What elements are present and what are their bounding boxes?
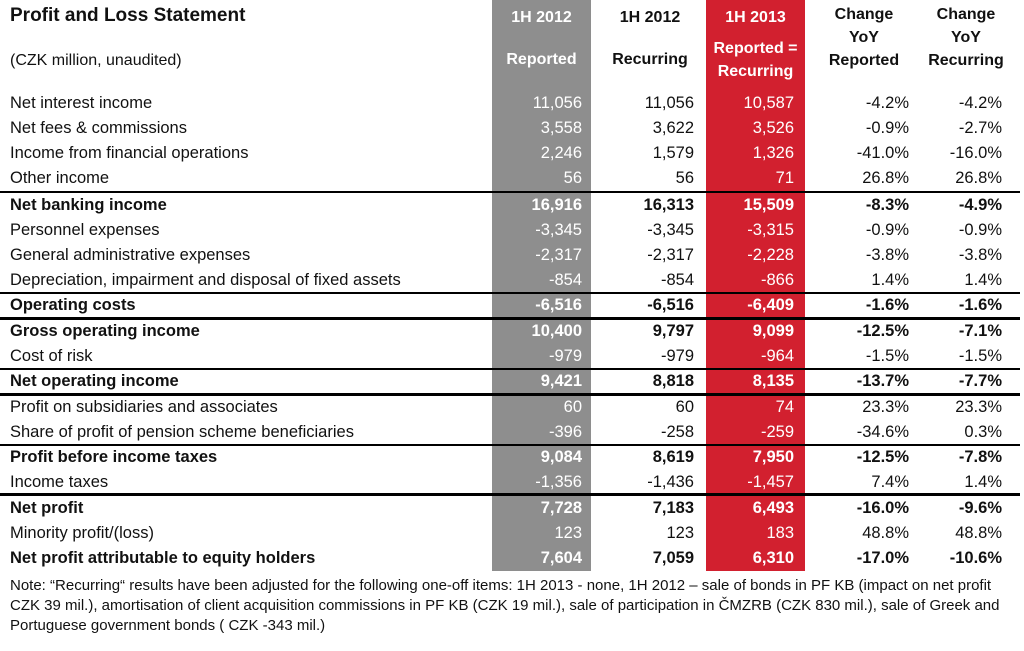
table-row-other-income xyxy=(0,166,1024,191)
value-1h2013: 10,587 xyxy=(743,94,794,112)
value-1h2013: 8,135 xyxy=(752,372,794,390)
value-1h2012-recurring: 123 xyxy=(666,524,694,542)
value-change-recurring: 48.8% xyxy=(955,524,1002,542)
table-row-cost-of-risk xyxy=(0,344,1024,369)
value-1h2012-recurring: 1,579 xyxy=(652,144,694,162)
value-1h2012-reported: -396 xyxy=(548,423,582,441)
value-change-recurring: -4.2% xyxy=(958,94,1002,112)
value-change-recurring: -7.7% xyxy=(958,372,1002,390)
table-row-net-banking-income xyxy=(0,193,1024,218)
value-1h2013: -1,457 xyxy=(747,473,794,491)
table-row-financial-operations xyxy=(0,141,1024,166)
value-change-recurring: 0.3% xyxy=(964,423,1002,441)
value-change-recurring: -2.7% xyxy=(958,119,1002,137)
value-1h2013: 9,099 xyxy=(752,322,794,340)
row-label: Net banking income xyxy=(10,196,167,214)
value-1h2012-recurring: 9,797 xyxy=(652,322,694,340)
value-1h2013: -3,315 xyxy=(747,221,794,239)
table-row-pension-scheme xyxy=(0,420,1024,445)
value-1h2012-reported: -979 xyxy=(548,347,582,365)
value-1h2012-recurring: 60 xyxy=(675,398,694,416)
value-1h2012-recurring: 3,622 xyxy=(652,119,694,137)
value-1h2013: -259 xyxy=(760,423,794,441)
col1-header-line1: 1H 2012 xyxy=(619,9,681,26)
row-label: Operating costs xyxy=(10,296,136,314)
row-label: Cost of risk xyxy=(10,347,93,365)
value-change-reported: -41.0% xyxy=(856,144,909,162)
row-label: Net operating income xyxy=(10,372,179,390)
value-1h2012-recurring: 8,818 xyxy=(652,372,694,390)
value-1h2012-reported: 7,604 xyxy=(540,549,582,567)
value-1h2013: 3,526 xyxy=(752,119,794,137)
col3-header-line2: YoY xyxy=(849,29,879,46)
value-change-reported: -3.8% xyxy=(865,246,909,264)
value-change-recurring: -16.0% xyxy=(949,144,1002,162)
value-change-reported: 1.4% xyxy=(871,271,909,289)
page-subtitle: (CZK million, unaudited) xyxy=(10,52,182,69)
value-change-reported: -12.5% xyxy=(856,322,909,340)
table-row-operating-costs xyxy=(0,293,1024,318)
table-row-personnel-expenses xyxy=(0,218,1024,243)
value-1h2013: 15,509 xyxy=(743,196,794,214)
col3-header-line3: Reported xyxy=(828,52,900,69)
value-change-recurring: -3.8% xyxy=(958,246,1002,264)
value-change-reported: -16.0% xyxy=(856,499,909,517)
row-label: Share of profit of pension scheme beneficiaries xyxy=(10,423,354,441)
value-1h2012-recurring: 8,619 xyxy=(652,448,694,466)
row-label: Minority profit/(loss) xyxy=(10,524,154,542)
value-change-recurring: 1.4% xyxy=(964,271,1002,289)
value-1h2013: -6,409 xyxy=(747,296,794,314)
value-1h2012-reported: -1,356 xyxy=(535,473,582,491)
value-change-recurring: 1.4% xyxy=(964,473,1002,491)
value-change-reported: -17.0% xyxy=(856,549,909,567)
table-row-net-fees xyxy=(0,116,1024,141)
value-1h2013: 7,950 xyxy=(752,448,794,466)
value-change-reported: 48.8% xyxy=(862,524,909,542)
value-1h2012-recurring: -258 xyxy=(660,423,694,441)
table-row-net-profit-equity-holders xyxy=(0,546,1024,571)
value-change-reported: -1.5% xyxy=(865,347,909,365)
value-change-recurring: 23.3% xyxy=(955,398,1002,416)
row-label: Net profit xyxy=(10,499,84,517)
value-change-recurring: -9.6% xyxy=(958,499,1002,517)
row-label: Income taxes xyxy=(10,473,109,491)
table-row-gross-operating-income xyxy=(0,319,1024,344)
value-1h2012-recurring: -2,317 xyxy=(647,246,694,264)
col1-header-line2: Recurring xyxy=(612,51,688,68)
col3-header-line1: Change xyxy=(834,6,894,23)
table-row-profit-before-taxes xyxy=(0,445,1024,470)
row-label: Net fees & commissions xyxy=(10,119,187,137)
value-1h2012-reported: 123 xyxy=(554,524,582,542)
row-label: Profit before income taxes xyxy=(10,448,218,466)
value-1h2013: -964 xyxy=(760,347,794,365)
table-row-net-profit xyxy=(0,496,1024,521)
value-1h2013: 6,493 xyxy=(752,499,794,517)
value-change-reported: 7.4% xyxy=(871,473,909,491)
value-change-reported: -34.6% xyxy=(856,423,909,441)
value-change-recurring: -10.6% xyxy=(949,549,1002,567)
value-1h2012-reported: 11,056 xyxy=(532,94,582,112)
page-title: Profit and Loss Statement xyxy=(10,5,246,26)
value-1h2012-reported: 2,246 xyxy=(540,144,582,162)
col4-header-line3: Recurring xyxy=(928,52,1004,69)
value-change-recurring: -7.8% xyxy=(958,448,1002,466)
value-change-reported: -12.5% xyxy=(856,448,909,466)
value-1h2012-reported: -6,516 xyxy=(535,296,582,314)
value-1h2012-reported: 16,916 xyxy=(531,196,582,214)
value-1h2012-reported: 60 xyxy=(563,398,582,416)
value-1h2012-reported: -3,345 xyxy=(535,221,582,239)
col2-header-line1: 1H 2013 xyxy=(725,9,786,26)
table-row-depreciation xyxy=(0,268,1024,293)
value-change-recurring: -4.9% xyxy=(958,196,1002,214)
value-1h2012-reported: 9,421 xyxy=(540,372,582,390)
value-1h2013: -866 xyxy=(760,271,794,289)
footnote: Note: “Recurring“ results have been adjusted for the following one-off items: 1H 2013 - none, 1H 2012 – sale of bonds in PF KB (impact on net profit CZK 39 mil.), amortisation of client acquisition commissions in PF KB (CZK 19 mil.), sale of participation in ČMZRB (CZK 830 mil.), sale of Greek and Portuguese government bonds ( CZK -343 mil.) xyxy=(10,577,1000,634)
col0-header-line2: Reported xyxy=(506,51,577,68)
value-1h2013: 183 xyxy=(766,524,794,542)
value-change-recurring: 26.8% xyxy=(955,169,1002,187)
row-label: Net profit attributable to equity holders xyxy=(10,549,316,567)
value-1h2012-recurring: 56 xyxy=(675,169,694,187)
value-1h2012-recurring: -6,516 xyxy=(647,296,694,314)
value-1h2013: 1,326 xyxy=(752,144,794,162)
value-1h2012-reported: -854 xyxy=(548,271,582,289)
value-change-reported: -0.9% xyxy=(865,119,909,137)
value-1h2013: -2,228 xyxy=(747,246,794,264)
value-change-recurring: -1.5% xyxy=(958,347,1002,365)
col4-header-line2: YoY xyxy=(951,29,981,46)
table-row-minority-profit xyxy=(0,521,1024,546)
value-change-recurring: -7.1% xyxy=(958,322,1002,340)
table-row-income-taxes xyxy=(0,470,1024,495)
value-change-reported: -1.6% xyxy=(865,296,909,314)
table-row-net-interest-income xyxy=(0,91,1024,116)
value-1h2013: 6,310 xyxy=(752,549,794,567)
row-label: Profit on subsidiaries and associates xyxy=(10,398,278,416)
value-change-reported: 26.8% xyxy=(862,169,909,187)
value-1h2012-recurring: -854 xyxy=(660,271,694,289)
value-1h2012-reported: 10,400 xyxy=(531,322,582,340)
value-1h2012-reported: 7,728 xyxy=(540,499,582,517)
value-1h2012-recurring: -1,436 xyxy=(647,473,694,491)
value-1h2012-reported: -2,317 xyxy=(535,246,582,264)
value-1h2012-recurring: -3,345 xyxy=(647,221,694,239)
table-row-general-admin-expenses xyxy=(0,243,1024,268)
row-label: General administrative expenses xyxy=(10,246,251,264)
value-1h2012-reported: 9,084 xyxy=(540,448,582,466)
row-label: Net interest income xyxy=(10,94,153,112)
row-label: Income from financial operations xyxy=(10,144,249,162)
value-change-recurring: -0.9% xyxy=(958,221,1002,239)
value-change-recurring: -1.6% xyxy=(958,296,1002,314)
value-1h2013: 74 xyxy=(775,398,794,416)
table-row-net-operating-income xyxy=(0,369,1024,394)
col0-header-line1: 1H 2012 xyxy=(511,9,572,26)
value-change-reported: -4.2% xyxy=(865,94,909,112)
row-label: Depreciation, impairment and disposal of fixed assets xyxy=(10,271,401,289)
value-1h2012-recurring: 11,056 xyxy=(644,94,694,112)
value-change-reported: -8.3% xyxy=(865,196,909,214)
row-label: Other income xyxy=(10,169,110,187)
value-change-reported: -0.9% xyxy=(865,221,909,239)
value-change-reported: -13.7% xyxy=(856,372,909,390)
col4-header-line1: Change xyxy=(936,6,996,23)
value-1h2012-recurring: 16,313 xyxy=(643,196,694,214)
value-change-reported: 23.3% xyxy=(862,398,909,416)
row-label: Gross operating income xyxy=(10,322,200,340)
col2-header-line3: Recurring xyxy=(717,63,794,80)
table-row-profit-subsidiaries xyxy=(0,395,1024,420)
value-1h2012-reported: 56 xyxy=(563,169,582,187)
col2-header-line2: Reported = xyxy=(713,40,798,57)
value-1h2013: 71 xyxy=(775,169,794,187)
value-1h2012-recurring: 7,059 xyxy=(652,549,694,567)
row-label: Personnel expenses xyxy=(10,221,160,239)
value-1h2012-reported: 3,558 xyxy=(540,119,582,137)
value-1h2012-recurring: -979 xyxy=(660,347,694,365)
value-1h2012-recurring: 7,183 xyxy=(652,499,694,517)
